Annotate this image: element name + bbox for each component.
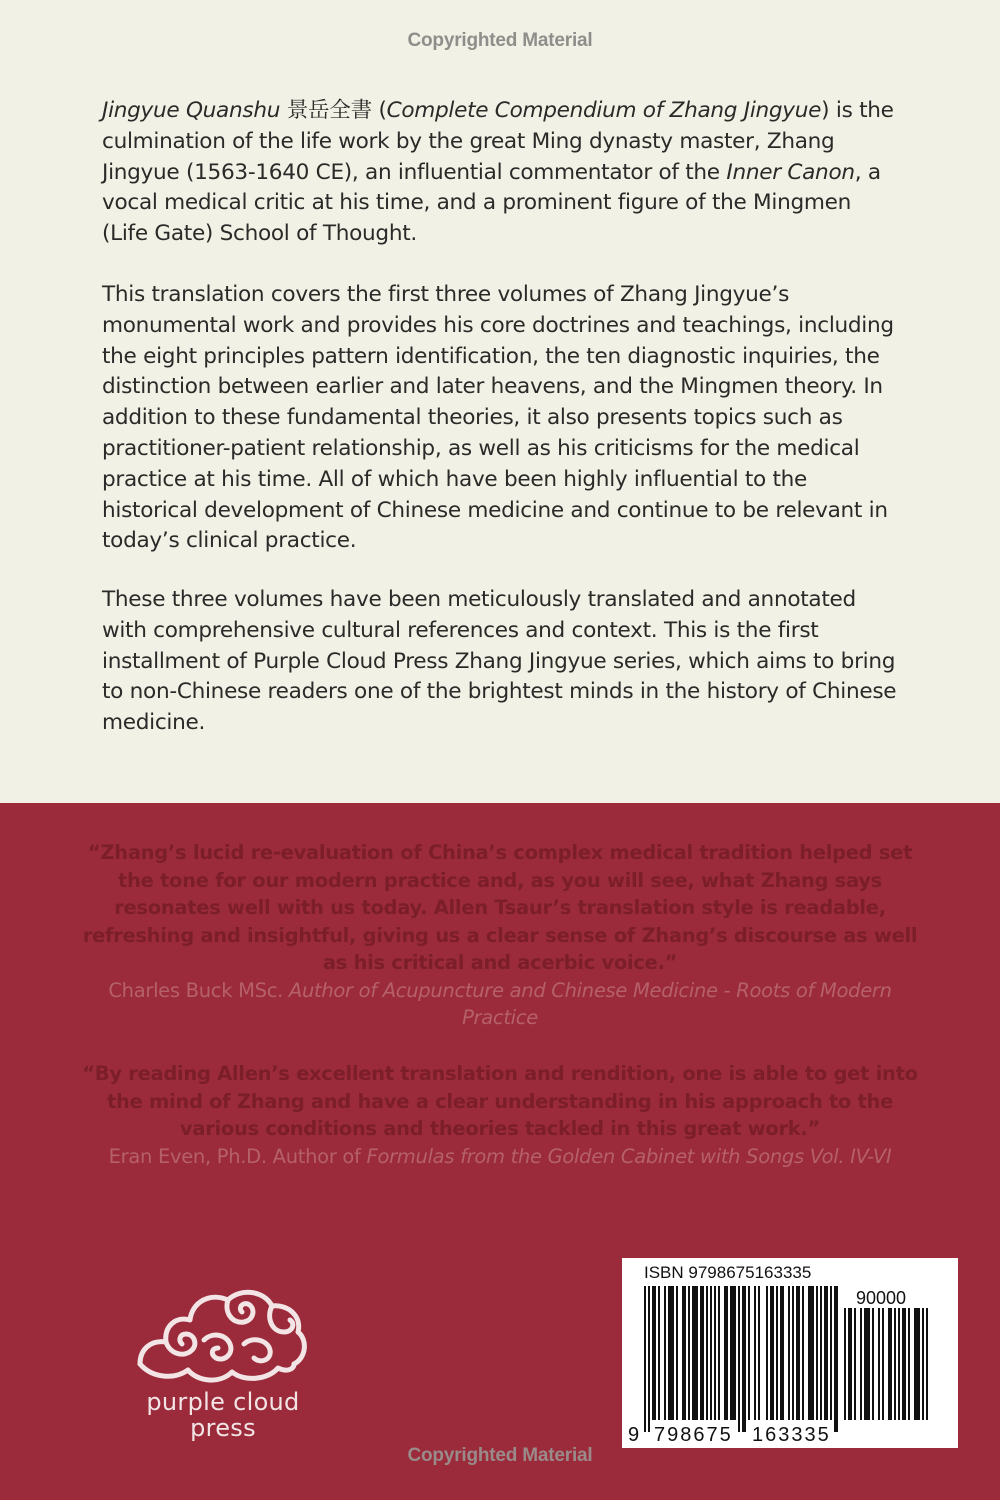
barcode-bar [742,1286,746,1432]
watermark-bottom: Copyrighted Material [407,1445,593,1466]
barcode-bar [652,1286,656,1420]
barcode-bar [688,1286,690,1420]
watermark-top: Copyrighted Material [407,30,593,51]
barcode-bar [682,1286,686,1420]
barcode-bar [754,1286,756,1420]
barcode-bar [730,1286,736,1420]
barcode-bar [776,1286,778,1420]
description-paragraph-2: This translation covers the first three volumes of Zhang Jingyue’s monumental work and provides his core doctrines and teachings, including the eight principles pattern identification, the ten diagnostic inquiries, the distinction between earlier and later heavens, and the Mingmen theory. In addition to these fundamental theories, it also presents topics such as practitioner-patient relationship, as well as his criticisms for the medical practice at his time. All of which have been highly influential to the historical development of Chinese medicine and continue to be relevant in today’s clinical practice. [102,282,894,554]
quote-1-attribution [80,977,920,1032]
barcode-bar [766,1286,768,1420]
description-paragraph-3: These three volumes have been meticulously translated and annotated with comprehensive cultural references and context. This is the first installment of Purple Cloud Press Zhang Jingyue series, which aims to bring to non-Chinese readers one of the brightest minds in the history of Chinese medicine. [102,587,897,736]
barcode-bar [848,1308,852,1420]
barcode-bar [908,1308,910,1420]
barcode-bar [770,1286,774,1420]
barcode-bar [780,1286,784,1420]
isbn-barcode [622,1258,958,1448]
barcode-bar [724,1286,728,1420]
barcode-bar [864,1308,870,1420]
barcode-bar [878,1308,880,1420]
barcode-bar [922,1308,924,1420]
barcode-bar [788,1286,790,1420]
publisher-name-line-2: press [190,1414,256,1442]
inner-canon-title: Inner Canon [726,159,855,185]
barcode-bar [758,1286,760,1420]
barcode-bar [830,1286,832,1420]
barcode-bar [898,1308,900,1420]
endorsement-quote-1 [80,839,920,1032]
barcode-bar [748,1286,750,1420]
barcode-bar [676,1286,678,1420]
paragraph-1-text-a: is the culmination of the life work by the great Ming dynasty master, Zhang Jingyue (1563-1640 CE), an influential commentator of the [102,98,894,185]
barcode-bar [700,1286,704,1420]
barcode-digits-right: 163335 [752,1424,831,1446]
barcode-bar [738,1286,740,1432]
endorsement-quote-2 [80,1060,920,1170]
barcode-main-bars [644,1286,840,1436]
quote-2-author: Eran Even, Ph.D. Author of [108,1144,361,1168]
quote-1-text: “Zhang’s lucid re-evaluation of China’s complex medical tradition helped set the tone for our modern practice and, as you will see, what Zhang says resonates well with us today. Allen Tsaur’s translation style is readable, refreshing and insightful, giving us a clear sense of Zhang’s discourse as well as his critical and acerbic voice.” [82,841,918,974]
barcode-bar [824,1286,828,1420]
barcode-digit-first: 9 [628,1424,640,1446]
barcode-bar [802,1286,804,1420]
barcode-bar [796,1286,800,1420]
barcode-bar [854,1308,856,1420]
cloud-scroll-icon [132,1282,312,1388]
quote-2-credential: Formulas from the Golden Cabinet with Songs Vol. IV-VI [366,1144,892,1168]
barcode-bar [808,1286,814,1420]
barcode-bar [714,1286,716,1420]
barcode-bar [860,1308,862,1420]
barcode-bar [664,1286,666,1420]
barcode-bar [894,1308,896,1420]
barcode-bar [926,1308,928,1420]
barcode-bar [902,1308,906,1420]
barcode-bar [820,1286,822,1420]
book-subtitle: Complete Compendium of Zhang Jingyue [386,98,822,123]
isbn-label: ISBN 9798675163335 [644,1263,812,1282]
quote-2-text: “By reading Allen’s excellent translation and rendition, one is able to get into the mind of Zhang and have a clear understanding in his approach to the various conditions and theories tackled in this great work.” [82,1062,918,1140]
barcode-bar [816,1286,818,1420]
barcode-bar [834,1286,838,1432]
barcode-bar [914,1308,920,1420]
barcode-bar [644,1286,646,1432]
barcode-bar [882,1308,884,1420]
description-paragraph-1: Jingyue Quanshu 景岳全書 (Complete Compendium of Zhang Jingyue) is the culmination of the life work by the great Ming dynasty master, Zhang Jingyue (1563-1640 CE), an influential commentator of the Inner Canon, a vocal medical critic at his time, and a prominent figure of the Mingmen (Life Gate) School of Thought. [102,98,894,247]
barcode-bar [888,1308,892,1420]
book-title: Jingyue Quanshu [102,98,281,123]
barcode-bar [648,1286,650,1432]
publisher-name-line-1: purple cloud [146,1388,300,1416]
book-title-chinese: 景岳全書 [286,98,372,123]
barcode-bar [844,1308,846,1420]
barcode-bar [710,1286,712,1420]
publisher-logo [118,1282,318,1440]
price-code: 90000 [856,1288,907,1308]
barcode-bar [792,1286,794,1420]
barcode-bar [872,1308,874,1420]
paragraph-1-text-b: , a vocal medical critic at his time, and a prominent figure of the Mingmen (Life Gate) School of Thought. [102,159,881,247]
barcode-bar [718,1286,720,1420]
barcode-bar [658,1286,660,1420]
barcode-digits-left: 798675 [654,1424,733,1446]
quote-1-author: Charles Buck MSc. [108,978,284,1002]
quote-2-attribution [80,1143,920,1171]
barcode-addon-bars [844,1308,940,1436]
barcode-bar [668,1286,674,1420]
barcode-bar [692,1286,698,1420]
barcode-bar [706,1286,708,1420]
quote-1-credential: Author of Acupuncture and Chinese Medicine - Roots of Modern Practice [288,978,892,1029]
